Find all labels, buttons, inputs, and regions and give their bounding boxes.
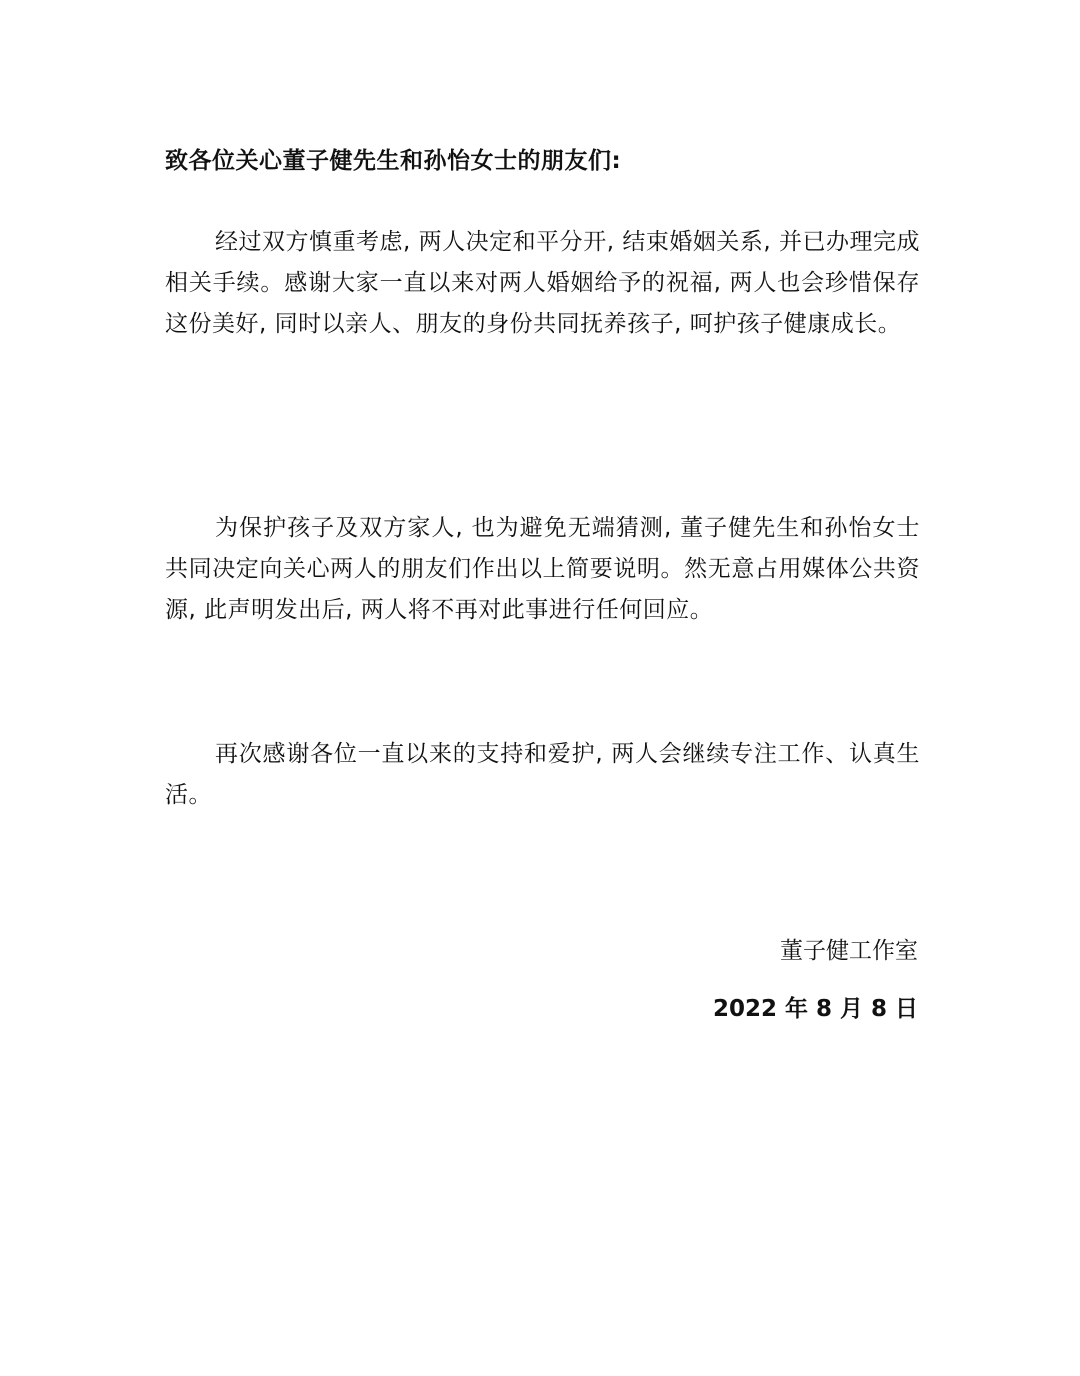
signature-studio: 董子健工作室	[780, 938, 918, 964]
paragraph-thanks: 再次感谢各位一直以来的支持和爱护, 两人会继续专注工作、认真生活。	[165, 741, 920, 808]
paragraph-privacy-request: 为保护孩子及双方家人, 也为避免无端猜测, 董子健先生和孙怡女士共同决定向关心两人的朋友们作出以上简要说明。然无意占用媒体公共资源, 此声明发出后, 两人将不再对此事进行任何回应。	[165, 515, 920, 623]
paragraph-separation-announcement: 经过双方慎重考虑, 两人决定和平分开, 结束婚姻关系, 并已办理完成相关手续。感谢大家一直以来对两人婚姻给予的祝福, 两人也会珍惜保存这份美好, 同时以亲人、朋友的身份共同抚养孩子, 呵护孩子健康成长。	[165, 229, 920, 337]
salutation: 致各位关心董子健先生和孙怡女士的朋友们:	[165, 148, 622, 174]
signature-date: 2022 年 8 月 8 日	[712, 996, 918, 1022]
